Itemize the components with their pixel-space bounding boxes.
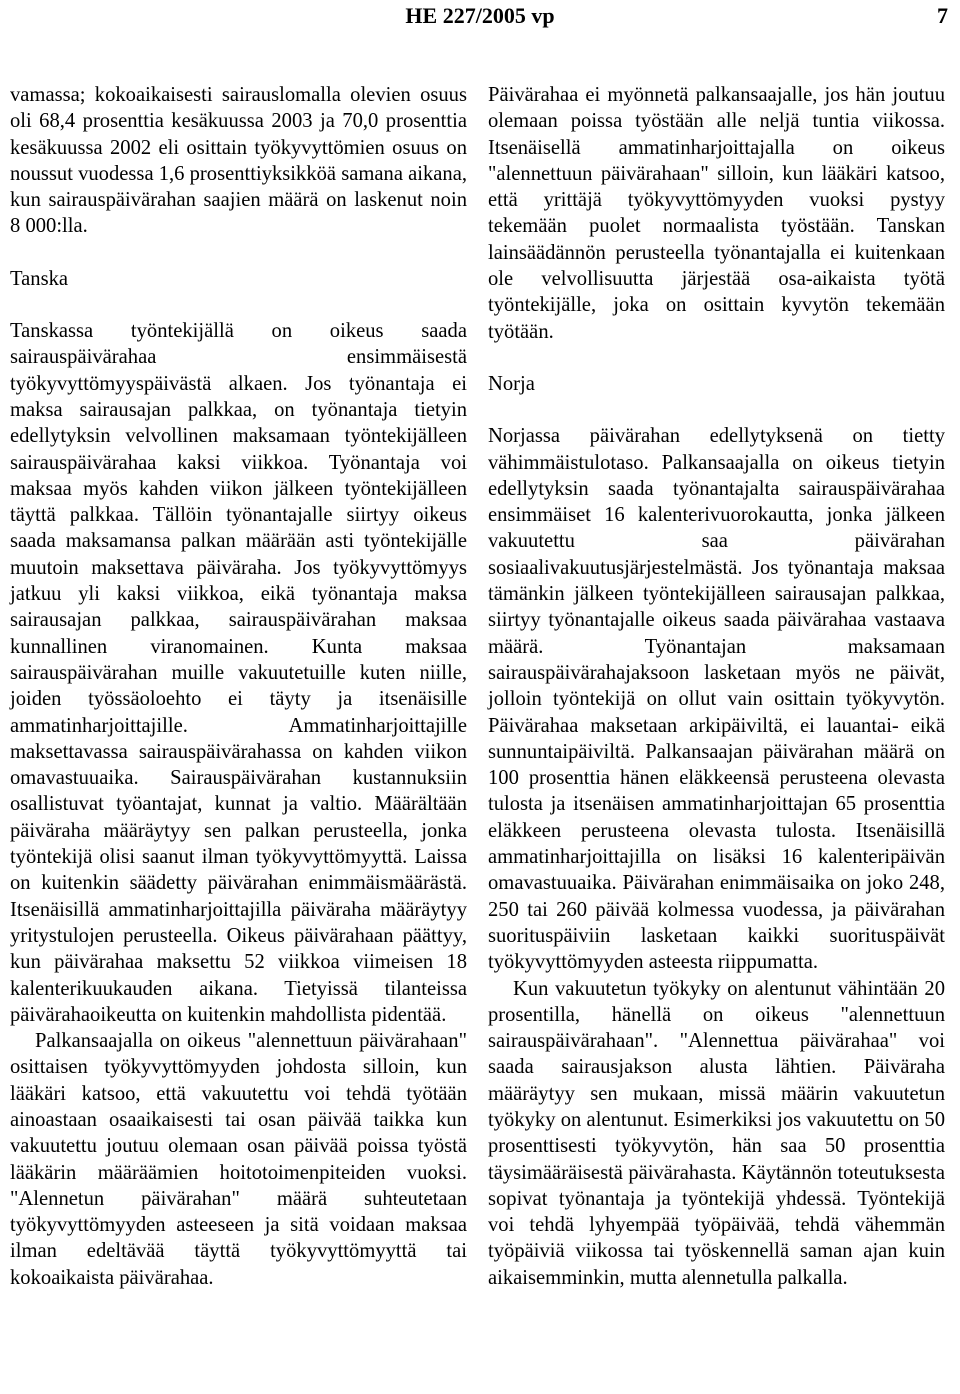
paragraph: Kun vakuutetun työkyky on alentunut vähintään 20 prosentilla, hänellä on oikeus "alennettuun sairauspäivärahaan". "Alennettua päivärahaa" voi saada sairausjakson alusta lähtien. Päiväraha määräytyy sen mukaan, missä määrin vakuutetun työkyky on alentunut. Esimerkiksi jos vakuutettu on 50 prosenttisesti työkyvytön, hän saa 50 prosenttia täysimääräisestä päivärahasta. Käytännön toteutuksesta sopivat työnantaja ja työntekijä yhdessä. Työntekijä voi tehdä lyhyempää työpäivää, tehdä vähemmän työpäiviä viikossa tai työskennellä saman ajan kuin aikaisemminkin, mutta alennetulla palkalla.	[488, 977, 945, 1289]
paragraph: Päivärahaa ei myönnetä palkansaajalle, jos hän joutuu olemaan poissa työstään alle neljä tuntia viikossa. Itsenäisellä ammatinharjoittajalla on oikeus "alennettuun päivärahaan" silloin, kun lääkäri katsoo, että yrittäjä työkyvyttömyyden vuoksi pystyy tekemään puolet normaalista työstään. Tanskan lainsäädännön perusteella työnantajalla ei kuitenkaan ole velvollisuutta järjestää osa-aikaista työtä työntekijälle, joka on osittain kyvytön tekemään työtään.	[488, 84, 945, 343]
paragraph: Norjassa päivärahan edellytyksenä on tietty vähimmäistulotaso. Palkansaajalla on oikeus tietyin edellytyksin saada työnantajalta sairauspäivärahaa ensimmäiset 16 kalenterivuorokautta, jonka jälkeen vakuutettu saa päivärahan sosiaalivakuutusjärjestelmästä. Jos työnantaja maksaa tämänkin jälkeen työntekijälleen sairausajan palkkaa, siirtyy työnantajalle oikeus saada päivärahaa vastaava määrä. Työnantajan maksamaan sairauspäivärahajaksoon lasketaan myös ne päivät, jolloin työntekijä on ollut vain osittain työkyvytön. Päivärahaa maksetaan arkipäiviltä, ei lauantai- eikä sunnuntaipäiviltä. Palkansaajan päivärahan määrä on 100 prosenttia hänen eläkkeensä perusteena olevasta tulosta ja itsenäisen ammatinharjoittajan 65 prosenttia eläkkeen perusteena olevasta tulosta. Itsenäisillä ammatinharjoittajilla on lisäksi 16 kalenteripäivän omavastuuaika. Päivärahan enimmäisaika on joko 248, 250 tai 260 päivää kolmessa vuodessa, ja päivärahan suorituspäiviin lasketaan kaikki suorituspäivät työkyvyttömyyden asteesta riippumatta.	[488, 425, 945, 974]
paragraph: vamassa; kokoaikaisesti sairauslomalla olevien osuus oli 68,4 prosenttia kesäkuussa 2003 ja 70,0 prosenttia kesäkuussa 2002 eli osittain työkyvyttömien osuus on noussut vuodessa 1,6 prosenttiyksikköä samana aikana, kun sairauspäivärahan saajien määrä on laskenut noin 8 000:lla.	[10, 84, 467, 238]
page-header	[0, 0, 960, 40]
section-heading-tanska: Tanska	[10, 267, 69, 290]
paragraph: Tanskassa työntekijällä on oikeus saada sairauspäivärahaa ensimmäisestä työkyvyttömyyspäivästä alkaen. Jos työnantaja ei maksa sairausajan palkkaa, on työnantaja tietyin edellytyksin velvollinen maksamaan työntekijälleen sairauspäivärahaa kaksi viikkoa. Työnantaja voi maksaa myös kahden viikon jälkeen työntekijälleen täyttä palkkaa. Tällöin työnantajalle siirtyy oikeus saada maksamansa palkan määrään asti työntekijälle muutoin maksettava päiväraha. Jos työkyvyttömyys jatkuu yli kaksi viikkoa, eikä työnantaja maksa sairausajan palkkaa, sairauspäivärahan maksaa kunnallinen viranomainen. Kunta maksaa sairauspäivärahan muille vakuutetuille kuten niille, joiden työssäoloehto ei täyty ja itsenäisille ammatinharjoittajille. Ammatinharjoittajille maksettavassa sairauspäivärahassa on kahden viikon omavastuuaika. Sairauspäivärahan kustannuksiin osallistuvat työantajat, kunnat ja valtio. Määrältään päiväraha määräytyy sen palkan perusteella, jonka työntekijä olisi saanut ilman työkyvyttömyyttä. Laissa on kuitenkin säädetty päivärahan enimmäismäärästä. Itsenäisillä ammatinharjoittajilla päiväraha määräytyy yritystulojen perusteella. Oikeus päivärahaan päättyy, kun päivärahaa maksettu 52 viikkoa viimeisen 18 kalenterikuukauden aikana. Tietyissä tilanteissa päivärahaoikeutta on kuitenkin mahdollista pidentää.	[10, 320, 467, 1026]
paragraph: Palkansaajalla on oikeus "alennettuun päivärahaan" osittaisen työkyvyttömyyden johdosta silloin, kun lääkäri katsoo, että vakuutettu voi tehdä työtään ainoastaan osaaikaisesti tai osan päivää taikka kun vakuutettu joutuu olemaan osan päivää poissa työstä lääkärin määräämien hoitotoimenpiteiden vuoksi. "Alennetun päivärahan" määrä suhteutetaan työkyvyttömyyden asteeseen ja sitä voidaan maksaa ilman edeltävää täyttä työkyvyttömyyttä tai kokoaikaista päivärahaa.	[10, 1030, 467, 1289]
right-column	[488, 82, 945, 1291]
section-heading-norja: Norja	[488, 372, 535, 395]
document-id: HE 227/2005 vp	[405, 3, 555, 28]
page-number: 7	[937, 3, 948, 28]
left-column	[10, 82, 467, 1291]
